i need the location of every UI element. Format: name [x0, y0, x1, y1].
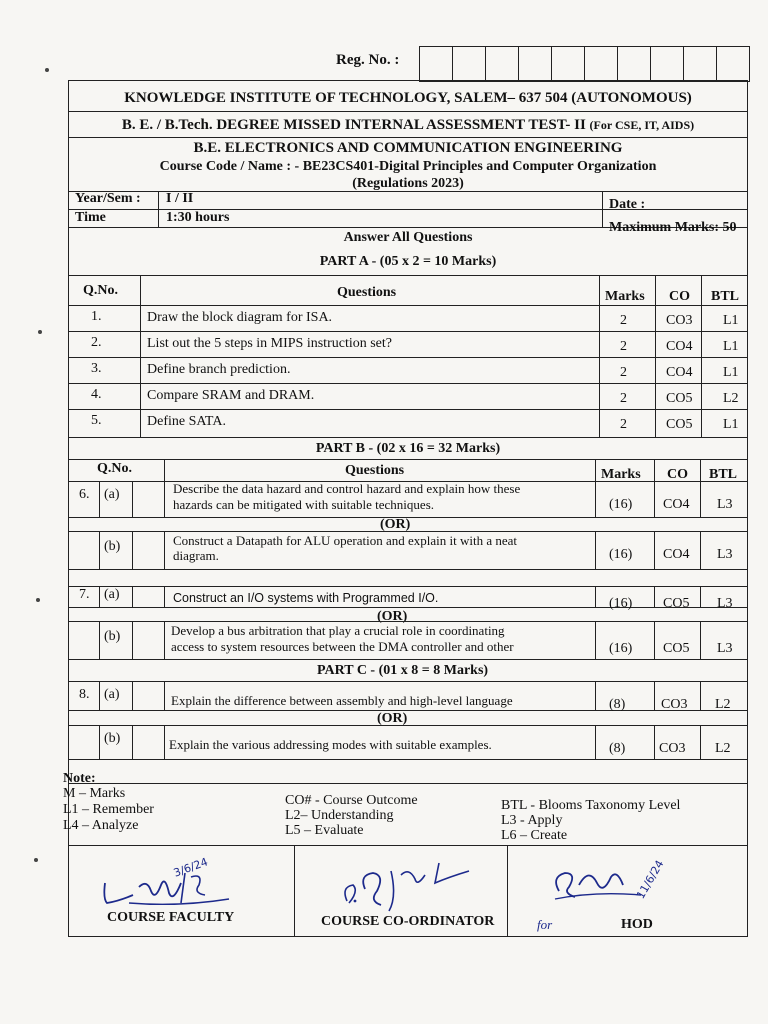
- part-a-co: CO4: [666, 365, 693, 380]
- instructions: Answer All Questions: [343, 230, 473, 245]
- part-a-co: CO5: [666, 391, 693, 406]
- note-l3: L3 - Apply: [501, 813, 563, 828]
- part-a-qno: 2.: [91, 335, 102, 350]
- date-label: Date :: [609, 197, 646, 212]
- part-a-questions-header: Questions: [337, 285, 397, 300]
- part-a-btl: L1: [723, 313, 739, 328]
- note-l1: L1 – Remember: [63, 802, 154, 817]
- q8a-line1: Explain the difference between assembly and high-level language: [171, 693, 513, 708]
- note-l4: L4 – Analyze: [63, 818, 139, 833]
- q6a-co: CO4: [663, 497, 690, 512]
- part-a-question: Draw the block diagram for ISA.: [147, 310, 333, 325]
- q7a-marks: (16): [609, 596, 633, 611]
- part-a-question: List out the 5 steps in MIPS instruction set?: [147, 336, 392, 351]
- time-value: 1:30 hours: [166, 210, 230, 225]
- exam-frame: [63, 80, 748, 937]
- course: Course Code / Name : - BE23CS401-Digital Principles and Computer Organization: [159, 159, 657, 174]
- table-row: [69, 357, 747, 384]
- department: B.E. ELECTRONICS AND COMMUNICATION ENGINEERING: [193, 140, 623, 156]
- q6b-btl: L3: [717, 547, 733, 562]
- part-a-header-row: [69, 275, 747, 306]
- table-row: [69, 331, 747, 358]
- part-b-header-row: [69, 459, 747, 482]
- course-coordinator-label: COURSE CO-ORDINATOR: [321, 914, 495, 929]
- q8a-marks: (8): [609, 697, 626, 712]
- table-row: [69, 409, 747, 438]
- q7-or: (OR): [377, 609, 408, 624]
- part-b-title: PART B - (02 x 16 = 32 Marks): [69, 437, 747, 460]
- part-a-question: Compare SRAM and DRAM.: [147, 388, 315, 403]
- part-b-marks-header: Marks: [601, 467, 641, 482]
- reg-no-boxes[interactable]: [419, 46, 750, 82]
- coordinator-signature: [339, 857, 489, 913]
- q8-number: 8.: [79, 687, 90, 702]
- part-a-question: Define branch prediction.: [147, 362, 291, 377]
- q7b-marks: (16): [609, 641, 633, 656]
- q7a-line1: Construct an I/O systems with Programmed I/O.: [173, 591, 439, 605]
- q6a-line2: hazards can be mitigated with suitable techniques.: [173, 497, 434, 512]
- q8b-btl: L2: [715, 741, 731, 756]
- note-title: Note:: [63, 771, 96, 786]
- part-a-question: Define SATA.: [147, 414, 226, 429]
- part-c-title: PART C - (01 x 8 = 8 Marks): [317, 663, 489, 678]
- part-a-qno: 5.: [91, 413, 102, 428]
- part-a-co-header: CO: [669, 289, 690, 304]
- part-a-btl: L1: [723, 339, 739, 354]
- exam-title-text: B. E. / B.Tech. DEGREE MISSED INTERNAL ASSESSMENT TEST- II: [121, 117, 586, 133]
- q7a-co: CO5: [663, 596, 690, 611]
- part-a-marks: 2: [620, 313, 627, 328]
- part-a-marks: 2: [620, 391, 627, 406]
- part-b-co-header: CO: [667, 467, 688, 482]
- q8a-co: CO3: [661, 697, 688, 712]
- note-l5: L5 – Evaluate: [285, 823, 364, 838]
- note-l2: L2– Understanding: [285, 808, 394, 823]
- part-a-co: CO4: [666, 339, 693, 354]
- year-sem-label: Year/Sem :: [75, 191, 141, 206]
- q6a-btl: L3: [717, 497, 733, 512]
- part-a-marks: 2: [620, 365, 627, 380]
- max-marks: Maximum Marks: 50: [609, 220, 737, 235]
- note-co: CO# - Course Outcome: [285, 793, 418, 808]
- q7a-btl: L3: [717, 596, 733, 611]
- q6a-line1: Describe the data hazard and control hazard and explain how these: [173, 481, 521, 496]
- part-a-marks-header: Marks: [605, 289, 645, 304]
- part-a-marks: 2: [620, 417, 627, 432]
- course-faculty-label: COURSE FACULTY: [107, 910, 235, 925]
- q6b-co: CO4: [663, 547, 690, 562]
- exam-title: [69, 111, 747, 138]
- part-a-btl: L1: [723, 365, 739, 380]
- q7a-label: (a): [104, 587, 120, 602]
- q6a-label: (a): [104, 487, 120, 502]
- part-a-btl: L1: [723, 417, 739, 432]
- q7-number: 7.: [79, 587, 90, 602]
- part-a-btl-header: BTL: [711, 289, 740, 304]
- part-a-qno: 4.: [91, 387, 102, 402]
- note-l6: L6 – Create: [501, 828, 568, 843]
- q6-or: (OR): [380, 517, 411, 532]
- part-a-marks: 2: [620, 339, 627, 354]
- q6b-marks: (16): [609, 547, 633, 562]
- scan-dot: [36, 598, 40, 602]
- scan-dot: [38, 330, 42, 334]
- part-a-btl: L2: [723, 391, 739, 406]
- part-b-questions-header: Questions: [345, 463, 405, 478]
- regulations: (Regulations 2023): [69, 175, 747, 192]
- q7b-btl: L3: [717, 641, 733, 656]
- part-a-co: CO3: [666, 313, 693, 328]
- reg-no-label: Reg. No. :: [336, 52, 400, 68]
- q6-number: 6.: [79, 487, 90, 502]
- part-a-title: PART A - (05 x 2 = 10 Marks): [69, 247, 747, 276]
- part-b-qno-header: Q.No.: [97, 461, 132, 476]
- q7b-label: (b): [104, 629, 121, 644]
- q6b-line2: diagram.: [173, 548, 219, 563]
- q8a-btl: L2: [715, 697, 731, 712]
- q7b-line1: Develop a bus arbitration that play a crucial role in coordinating: [171, 623, 505, 638]
- year-sem-value: I / II: [166, 191, 194, 206]
- q8b-co: CO3: [659, 741, 686, 756]
- q8b-line1: Explain the various addressing modes with suitable examples.: [169, 737, 492, 752]
- part-a-qno: 1.: [91, 309, 102, 324]
- q7b-co: CO5: [663, 641, 690, 656]
- table-row: [69, 305, 747, 332]
- hod-date: 11/6/24: [633, 857, 667, 902]
- q8b-label: (b): [104, 731, 121, 746]
- table-row: [69, 383, 747, 410]
- hod-label: HOD: [621, 917, 653, 932]
- faculty-date: 3/6/24: [171, 855, 210, 880]
- scan-dot: [45, 68, 49, 72]
- part-a-co: CO5: [666, 417, 693, 432]
- q8-or: (OR): [377, 711, 408, 726]
- institute-name: KNOWLEDGE INSTITUTE OF TECHNOLOGY, SALEM– 637 504 (AUTONOMOUS): [69, 81, 747, 112]
- q6b-label: (b): [104, 539, 121, 554]
- hod-for: for: [537, 917, 553, 932]
- scan-dot: [34, 858, 38, 862]
- note-m: M – Marks: [63, 786, 126, 801]
- part-a-qno: 3.: [91, 361, 102, 376]
- q8a-label: (a): [104, 687, 120, 702]
- note-btl: BTL - Blooms Taxonomy Level: [501, 798, 681, 813]
- q6a-marks: (16): [609, 497, 633, 512]
- time-label: Time: [75, 210, 106, 225]
- exam-title-note: (For CSE, IT, AIDS): [589, 118, 695, 132]
- q6b-line1: Construct a Datapath for ALU operation and explain it with a neat: [173, 533, 518, 548]
- q7b-line2: access to system resources between the DMA controller and other: [171, 639, 514, 654]
- part-b-btl-header: BTL: [709, 467, 738, 482]
- q8b-marks: (8): [609, 741, 626, 756]
- part-a-qno-header: Q.No.: [83, 283, 118, 298]
